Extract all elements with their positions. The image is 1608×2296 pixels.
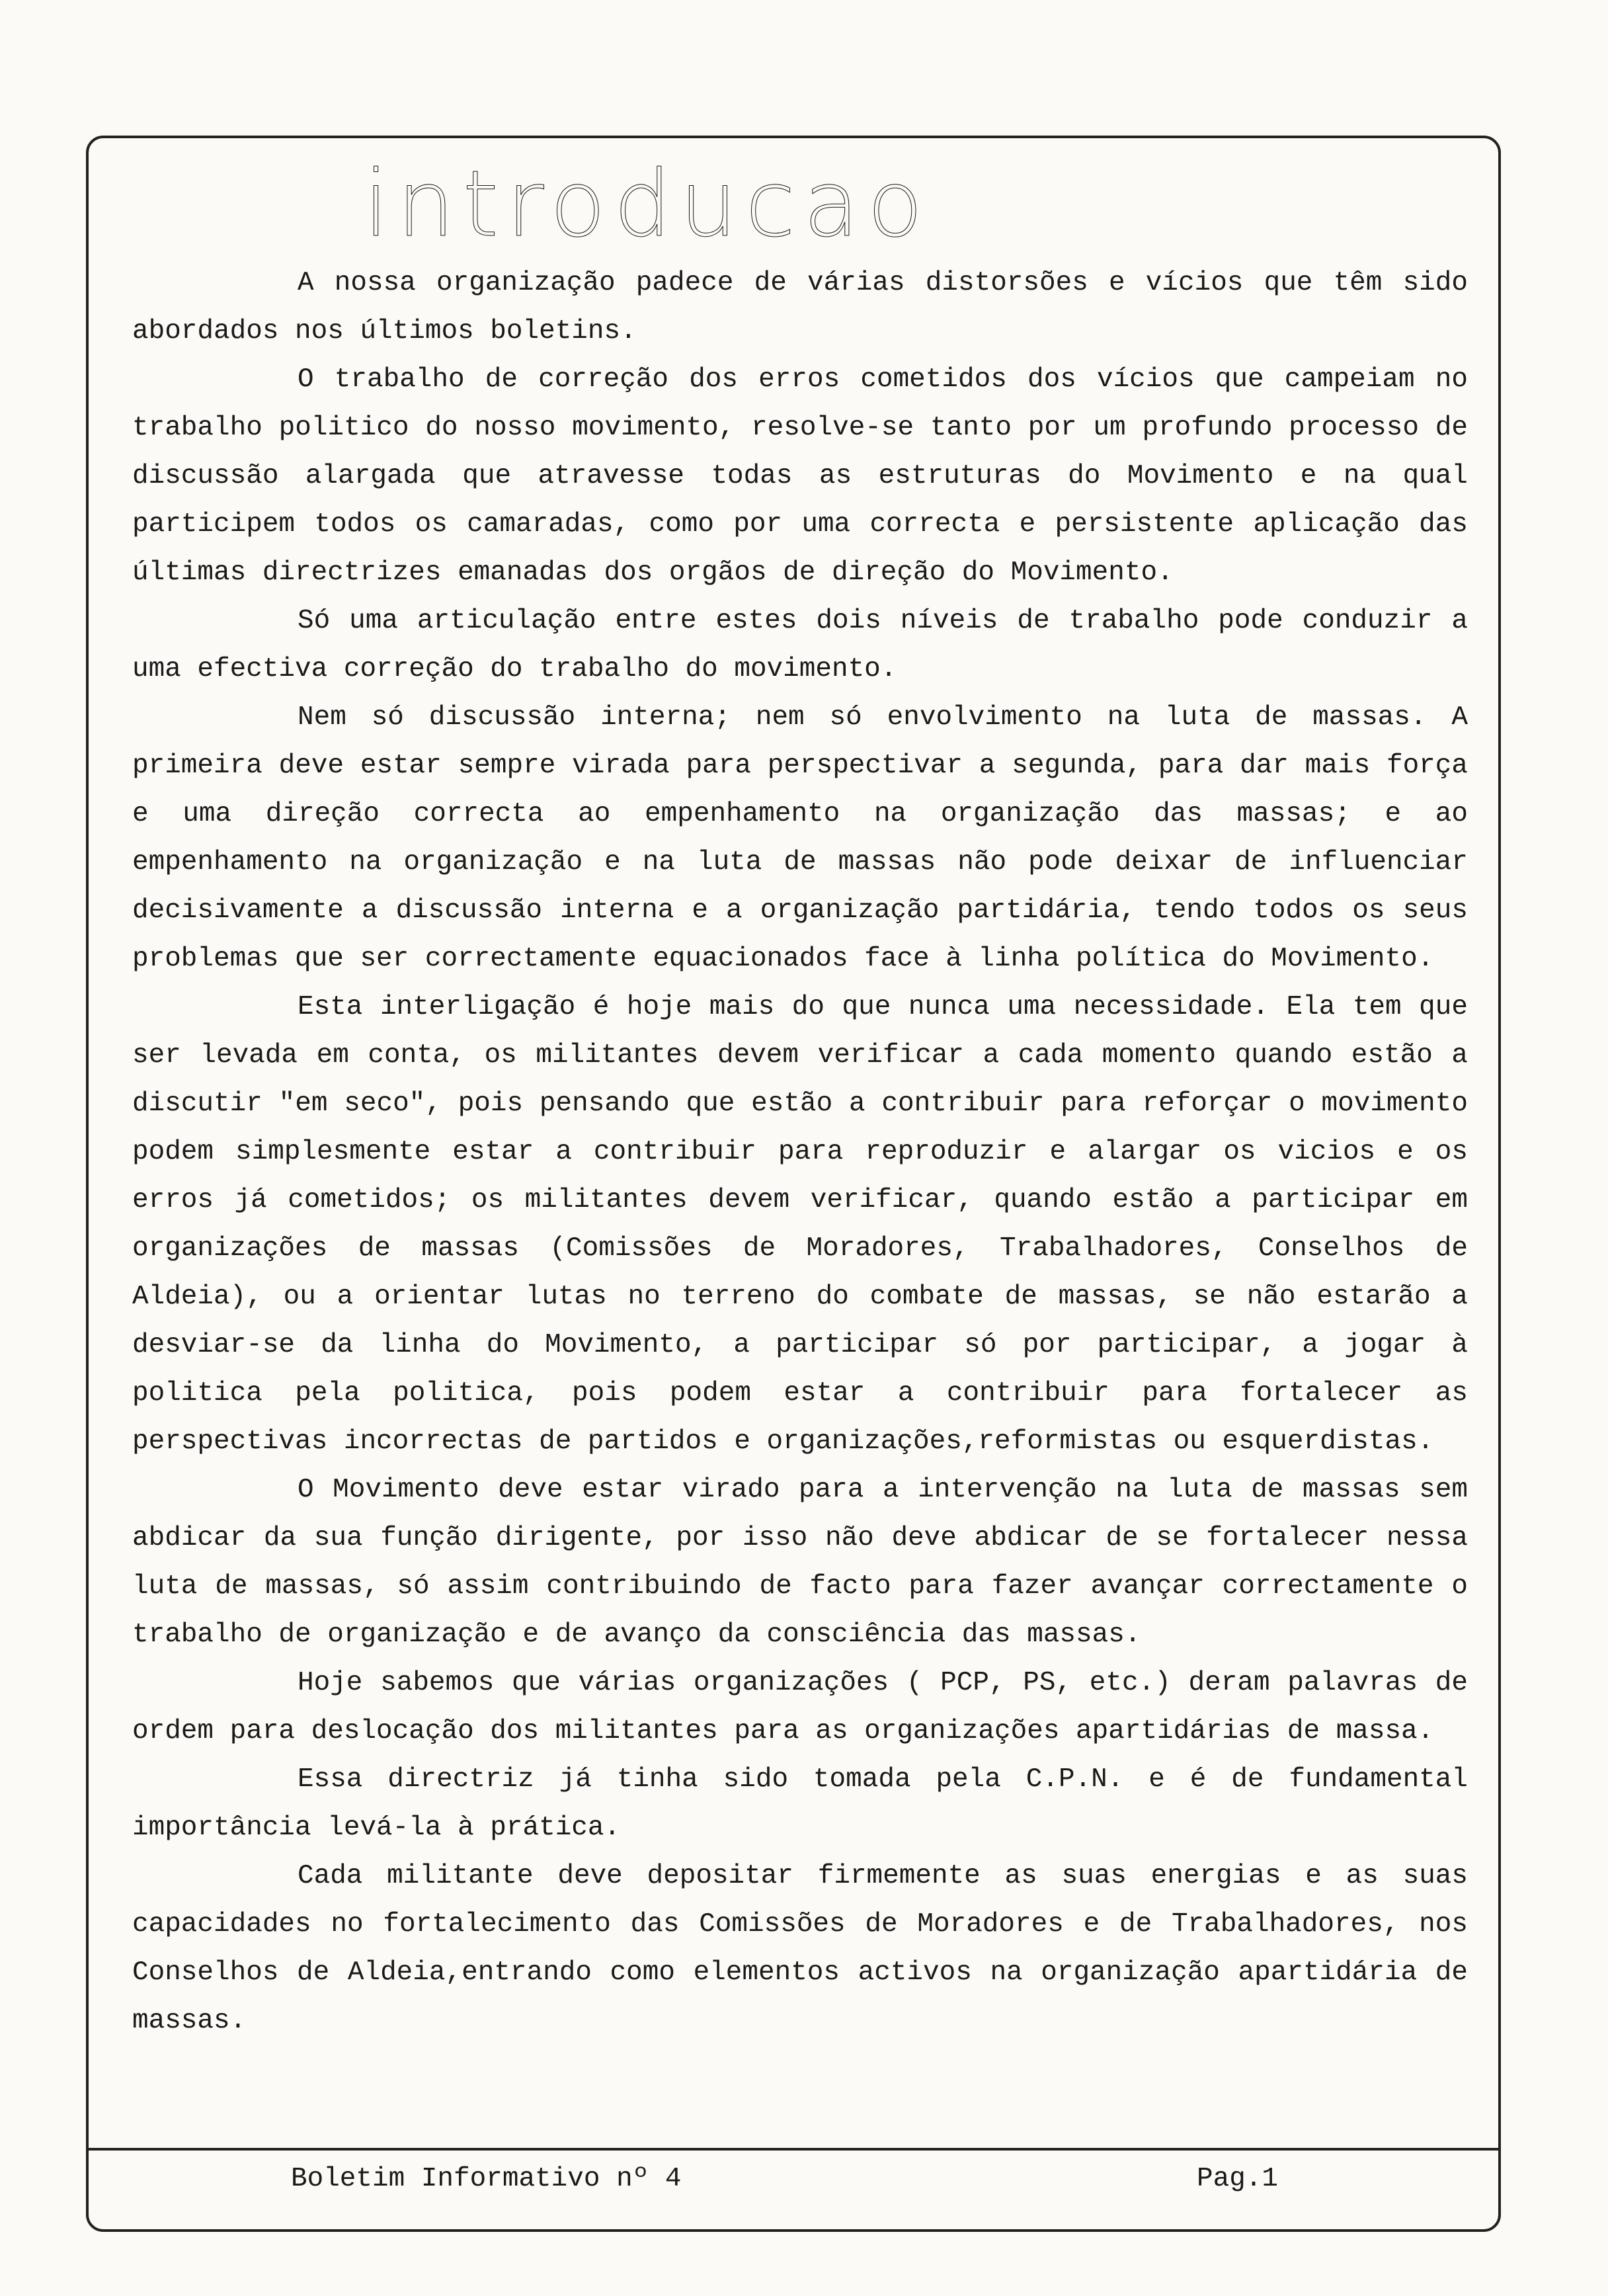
paragraph-7: Hoje sabemos que várias organizações ( PCP, PS, etc.) deram palavras de ordem para deslocação dos militantes para as organizações apartidárias de massa. — [132, 1668, 1468, 1746]
footer-publication: Boletim Informativo nº 4 — [291, 2164, 682, 2194]
footer-page-number: Pag.1 — [1197, 2164, 1279, 2194]
paragraph-1: A nossa organização padece de várias distorsões e vícios que têm sido abordados nos últimos boletins. — [132, 268, 1468, 347]
paragraph-8: Essa directriz já tinha sido tomada pela C.P.N. e é de fundamental importância levá-la à prática. — [132, 1764, 1468, 1843]
document-body — [132, 259, 1468, 2045]
paragraph-4: Nem só discussão interna; nem só envolvimento na luta de massas. A primeira deve estar sempre virada para perspectivar a segunda, para dar mais força e uma direção correcta ao empenhamento na organização das massas; e ao empenhamento na organização e na luta de massas não pode deixar de influenciar decisivamente a discussão interna e a organização partidária, tendo todos os seus problemas que ser correctamente equacionados face à linha política do Movimento. — [132, 702, 1468, 974]
page-title: introducao — [364, 151, 931, 257]
paragraph-5: Esta interligação é hoje mais do que nunca uma necessidade. Ela tem que ser levada em conta, os militantes devem verificar a cada momento quando estão a discutir "em seco", pois pensando que estão a contribuir para reforçar o movimento podem simplesmente estar a contribuir para reproduzir e alargar os vicios e os erros já cometidos; os militantes devem verificar, quando estão a participar em organizações de massas (Comissões de Moradores, Trabalhadores, Conselhos de Aldeia), ou a orientar lutas no terreno do combate de massas, se não estarão a desviar-se da linha do Movimento, a participar só por participar, a jogar à politica pela politica, pois podem estar a contribuir para fortalecer as perspectivas incorrectas de partidos e organizações,reformistas ou esquerdistas. — [132, 992, 1468, 1457]
paragraph-9: Cada militante deve depositar firmemente as suas energias e as suas capacidades no fortalecimento das Comissões de Moradores e de Trabalhadores, nos Conselhos de Aldeia,entrando como elementos activos na organização apartidária de massas. — [132, 1861, 1468, 2036]
paragraph-2: O trabalho de correção dos erros cometidos dos vícios que campeiam no trabalho politico do nosso movimento, resolve-se tanto por um profundo processo de discussão alargada que atravesse todas as estruturas do Movimento e na qual participem todos os camaradas, como por uma correcta e persistente aplicação das últimas directrizes emanadas dos orgãos de direção do Movimento. — [132, 364, 1468, 588]
footer-divider — [86, 2148, 1501, 2151]
paragraph-3: Só uma articulação entre estes dois níveis de trabalho pode conduzir a uma efectiva correção do trabalho do movimento. — [132, 606, 1468, 684]
paragraph-6: O Movimento deve estar virado para a intervenção na luta de massas sem abdicar da sua função dirigente, por isso não deve abdicar de se fortalecer nessa luta de massas, só assim contribuindo de facto para fazer avançar correctamente o trabalho de organização e de avanço da consciência das massas. — [132, 1475, 1468, 1650]
